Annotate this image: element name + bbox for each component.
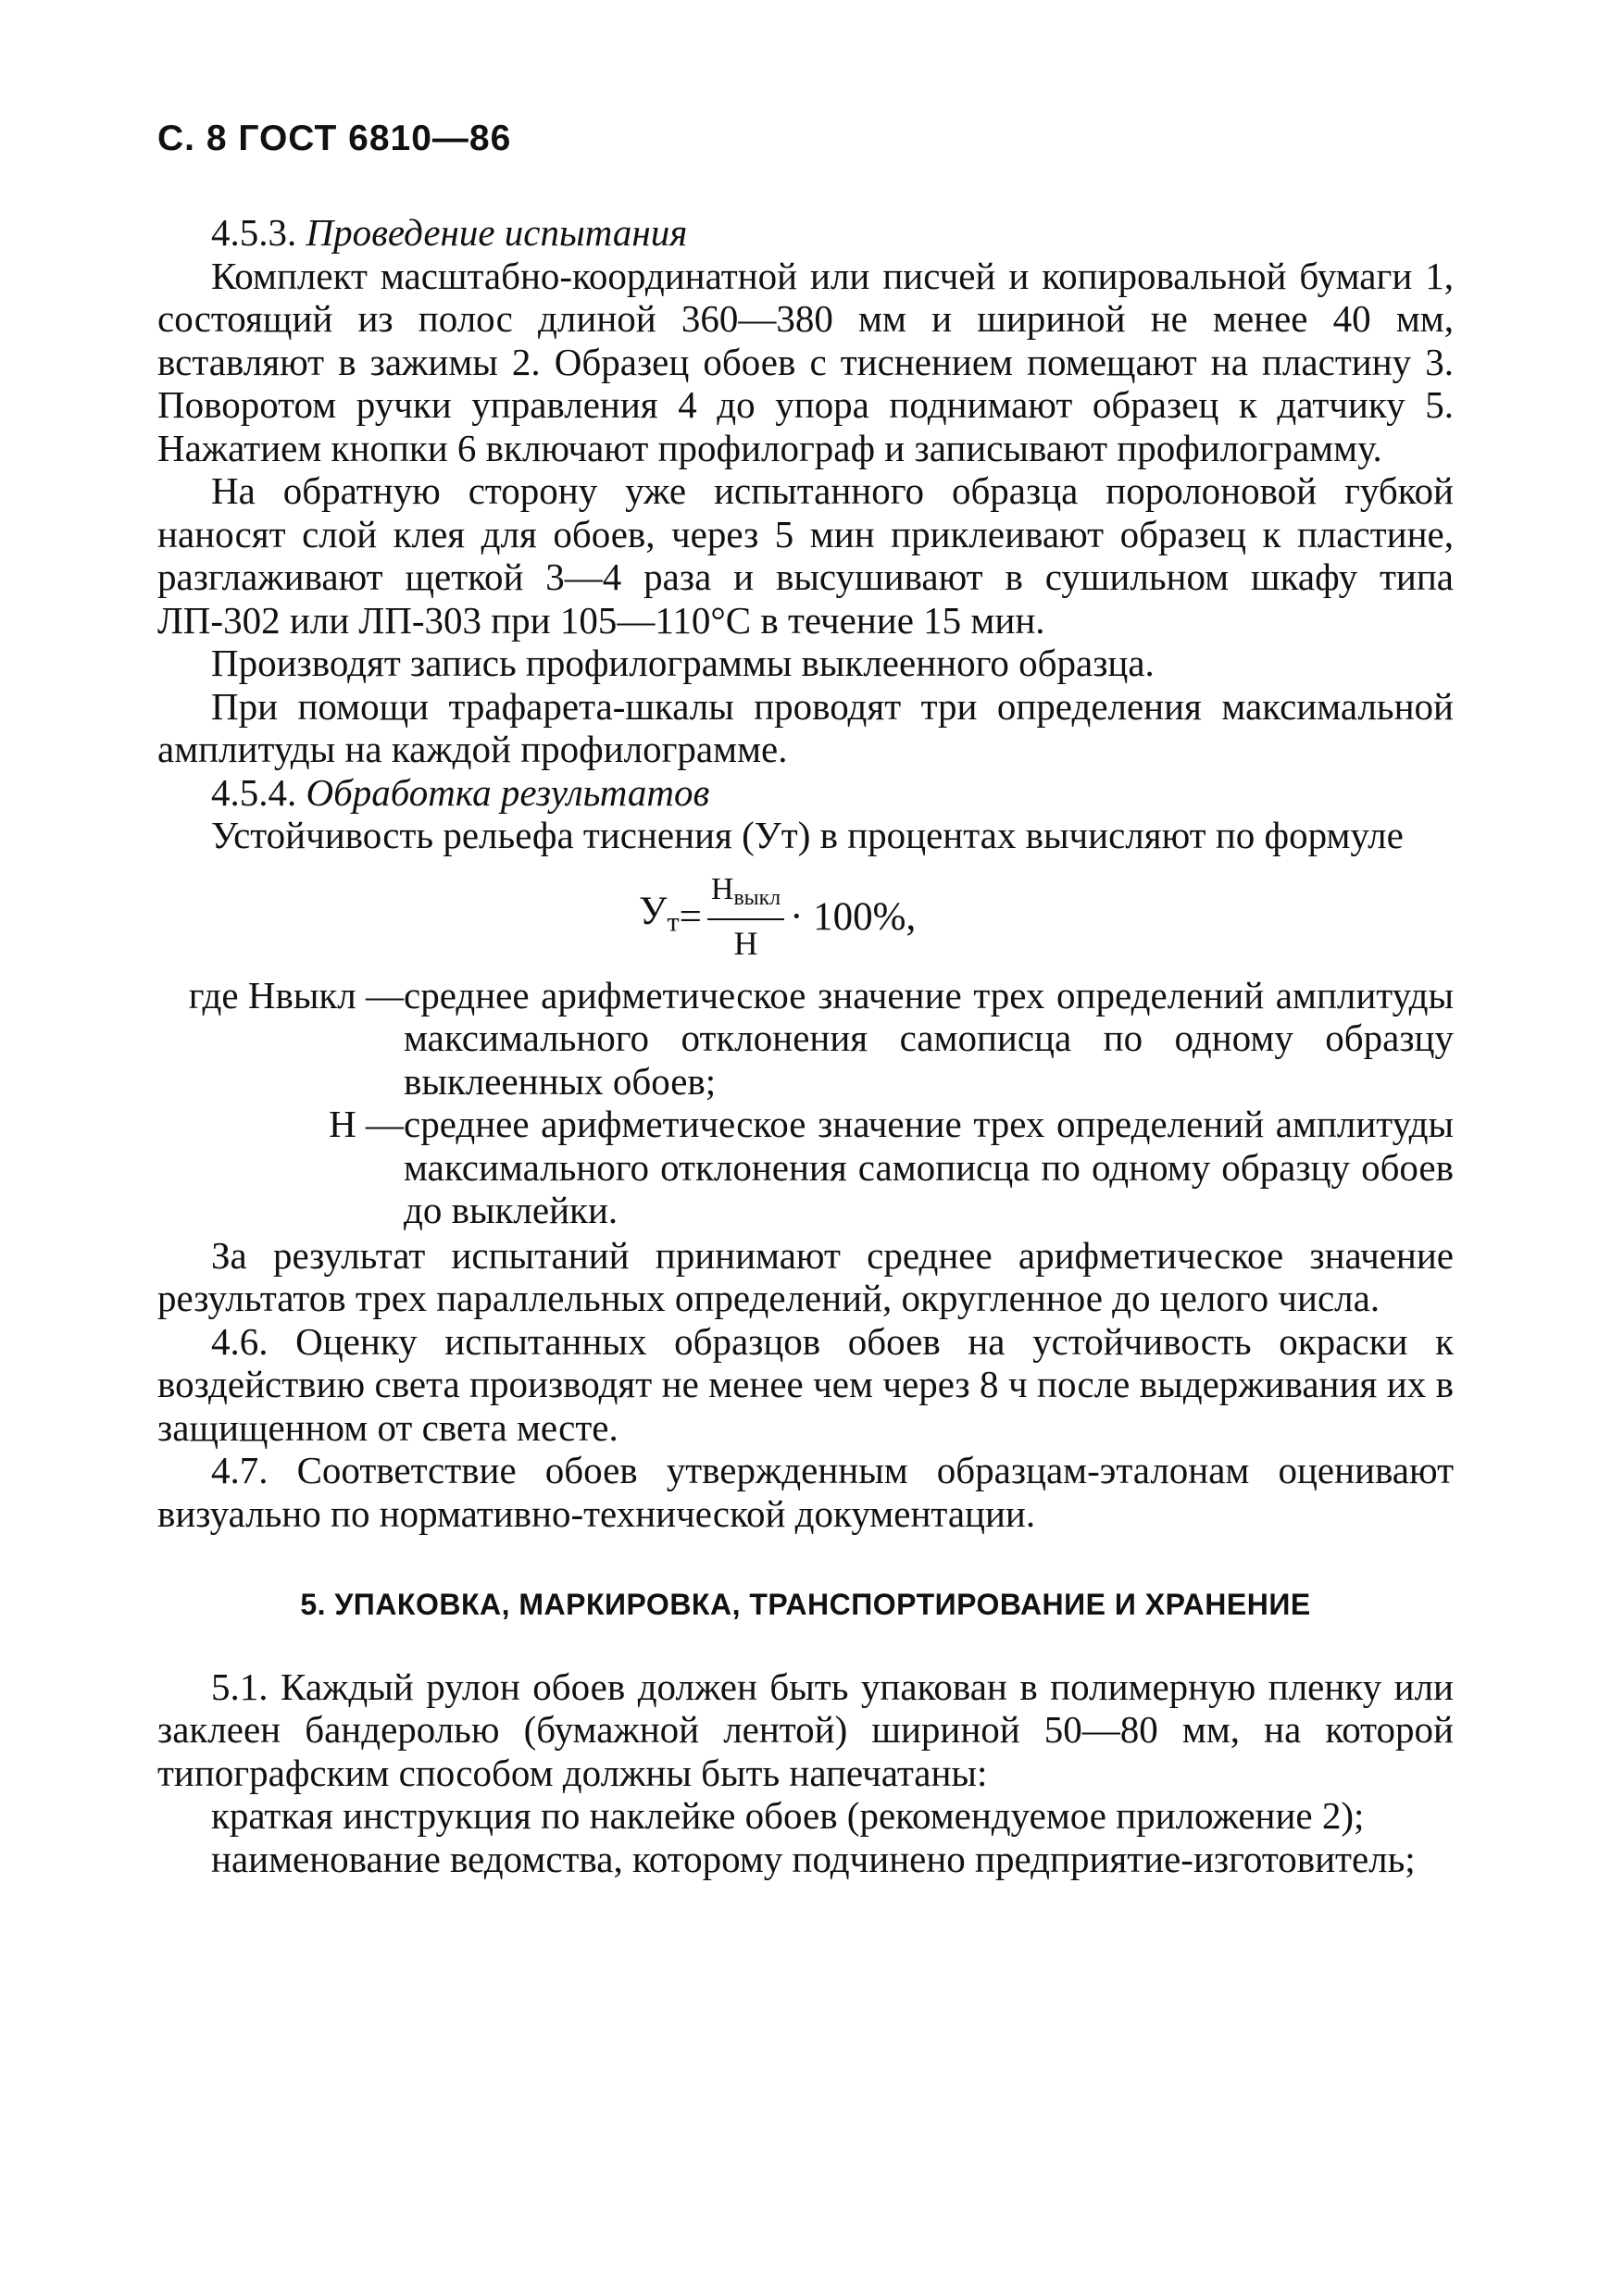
formula-multiplier: · 100%, bbox=[790, 894, 917, 939]
definition-row bbox=[157, 974, 1454, 1104]
clause-4-5-3-title: Проведение испытания bbox=[306, 211, 688, 254]
clause-4-7: 4.7. Соответствие обоев утвержденным образцам-эталонам оценивают визуально по нормативно-технической документации. bbox=[157, 1449, 1454, 1535]
embossing-stability-formula bbox=[157, 863, 1454, 970]
paragraph-formula-intro: Устойчивость рельефа тиснения (Ут) в процентах вычисляют по формуле bbox=[211, 814, 1404, 856]
formula-numerator-symbol: Н bbox=[710, 871, 734, 906]
paragraph-test-result: За результат испытаний принимают среднее арифметическое значение результатов трех параллельных определений, округленное до целого числа. bbox=[157, 1233, 1454, 1319]
formula-lhs-symbol: У bbox=[639, 890, 668, 934]
page-header: С. 8 ГОСТ 6810—86 bbox=[157, 118, 512, 158]
definition-row bbox=[157, 1103, 1454, 1232]
formula-expression bbox=[639, 870, 916, 966]
definition-text: среднее арифметическое значение трех определений амплитуды максимального отклонения самописца по одному образцу выклеенных обоев; bbox=[404, 973, 1454, 1103]
clause-4-5-4-number: 4.5.4. bbox=[211, 770, 297, 814]
list-item: краткая инструкция по наклейке обоев (рекомендуемое приложение 2); bbox=[211, 1794, 1365, 1837]
formula-numerator bbox=[707, 870, 784, 921]
formula-numerator-subscript: выкл bbox=[733, 885, 781, 910]
paragraph-test-procedure: Комплект масштабно-координатной или писчей и копировальной бумаги 1, состоящий из полос длиной 360—380 мм и шириной не менее 40 мм, вставляют в зажимы 2. Образец обоев с тиснением помещают на пластину 3. Поворотом ручки управления 4 до упора поднимают образец к датчику 5. Нажатием кнопки 6 включают профилограф и записывают профилограмму. bbox=[157, 254, 1454, 469]
formula-definitions bbox=[157, 974, 1454, 1232]
formula-denominator: Н bbox=[733, 925, 758, 963]
clause-5-1: 5.1. Каждый рулон обоев должен быть упакован в полимерную пленку или заклеен бандеролью (бумажной лентой) шириной 50—80 мм, на которой типографским способом должны быть напечатаны: bbox=[157, 1665, 1454, 1794]
document-body bbox=[157, 211, 1454, 1880]
formula-fraction bbox=[707, 870, 784, 966]
formula-equals: = bbox=[679, 894, 702, 939]
list-item: наименование ведомства, которому подчинено предприятие-изготовитель; bbox=[211, 1837, 1416, 1880]
clause-4-5-3-number: 4.5.3. bbox=[211, 211, 297, 254]
formula-lhs bbox=[639, 891, 680, 943]
definition-text: среднее арифметическое значение трех определений амплитуды максимального отклонения самописца по одному образцу обоев до выклейки. bbox=[404, 1103, 1454, 1231]
clause-4-5-4-title: Обработка результатов bbox=[306, 770, 710, 814]
paragraph-record-profilogram: Производят запись профилограммы выклеенного образца. bbox=[211, 642, 1155, 684]
definition-term: где Нвыкл — bbox=[188, 973, 404, 1017]
paragraph-amplitude-measure: При помощи трафарета-шкалы проводят три определения максимальной амплитуды на каждой профилограмме. bbox=[157, 684, 1454, 770]
paragraph-glue-sample: На обратную сторону уже испытанного образца поролоновой губкой наносят слой клея для обоев, через 5 мин приклеивают образец к пластине, разглаживают щеткой 3—4 раза и высушивают в сушильном шкафу типа ЛП-302 или ЛП-303 при 105—110°С в течение 15 мин. bbox=[157, 469, 1454, 642]
section-5-title: 5. УПАКОВКА, МАРКИРОВКА, ТРАНСПОРТИРОВАНИЕ И ХРАНЕНИЕ bbox=[300, 1588, 1311, 1621]
clause-4-5-4-heading bbox=[157, 771, 1454, 815]
formula-lhs-subscript: т bbox=[667, 905, 680, 938]
definition-term: Н — bbox=[329, 1103, 404, 1145]
clause-4-5-3-heading bbox=[157, 211, 1454, 255]
clause-4-6: 4.6. Оценку испытанных образцов обоев на устойчивость окраски к воздействию света производят не менее чем через 8 ч после выдерживания их в защищенном от света месте. bbox=[157, 1319, 1454, 1449]
